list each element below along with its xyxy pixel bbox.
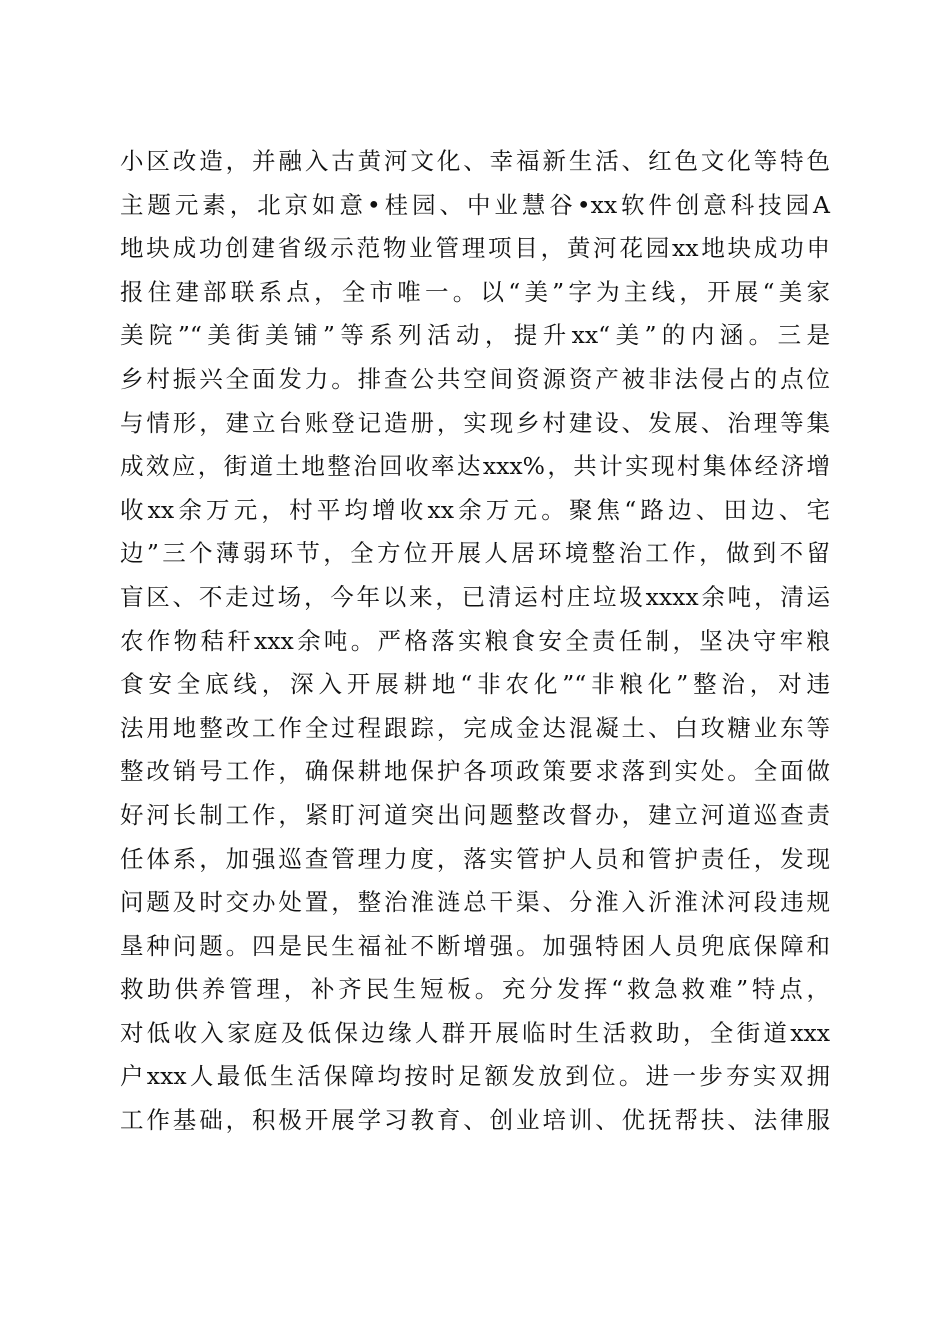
text-line-21: 对低收入家庭及低保边缘人群开展临时生活救助，全街道xxx: [120, 1018, 830, 1047]
text-line-11: 盲区、不走过场，今年以来，已清运村庄垃圾xxxx余吨，清运: [120, 582, 830, 611]
text-line-18: 问题及时交办处置，整治淮涟总干渠、分淮入沂淮沭河段违规: [120, 888, 830, 917]
text-line-14: 法用地整改工作全过程跟踪，完成金达混凝土、白玫糖业东等: [120, 713, 830, 742]
text-line-6: 乡村振兴全面发力。排查公共空间资源资产被非法侵占的点位: [120, 364, 830, 393]
text-line-1: 小区改造，并融入古黄河文化、幸福新生活、红色文化等特色: [120, 147, 830, 175]
text-line-10: 边”三个薄弱环节，全方位开展人居环境整治工作，做到不留: [120, 539, 830, 568]
text-line-7: 与情形，建立台账登记造册，实现乡村建设、发展、治理等集: [120, 408, 830, 437]
text-line-4: 报住建部联系点，全市唯一。以“美”字为主线，开展“美家: [120, 277, 830, 306]
text-line-20: 救助供养管理，补齐民生短板。充分发挥“救急救难”特点，: [120, 975, 830, 1004]
text-line-17: 任体系，加强巡查管理力度，落实管护人员和管护责任，发现: [120, 844, 830, 873]
text-line-12: 农作物秸秆xxx余吨。严格落实粮食安全责任制，坚决守牢粮: [120, 626, 830, 655]
text-line-23: 工作基础，积极开展学习教育、创业培训、优抚帮扶、法律服: [120, 1106, 830, 1135]
text-line-9: 收xx余万元，村平均增收xx余万元。聚焦“路边、田边、宅: [120, 495, 830, 524]
text-line-16: 好河长制工作，紧盯河道突出问题整改督办，建立河道巡查责: [120, 800, 830, 829]
text-line-8: 成效应，街道土地整治回收率达xxx%，共计实现村集体经济增: [120, 452, 830, 481]
text-line-22: 户xxx人最低生活保障均按时足额发放到位。进一步夯实双拥: [120, 1062, 830, 1091]
text-line-5: 美院”“美街美铺”等系列活动，提升xx“美”的内涵。三是: [120, 321, 830, 350]
text-line-13: 食安全底线，深入开展耕地“非农化”“非粮化”整治，对违: [120, 670, 830, 699]
text-line-19: 垦种问题。四是民生福祉不断增强。加强特困人员兜底保障和: [120, 931, 830, 960]
text-line-3: 地块成功创建省级示范物业管理项目，黄河花园xx地块成功申: [120, 234, 830, 263]
body-paragraph: [120, 140, 830, 1143]
text-line-15: 整改销号工作，确保耕地保护各项政策要求落到实处。全面做: [120, 757, 830, 786]
text-line-2: 主题元素，北京如意•桂园、中业慧谷•xx软件创意科技园A: [120, 190, 830, 219]
